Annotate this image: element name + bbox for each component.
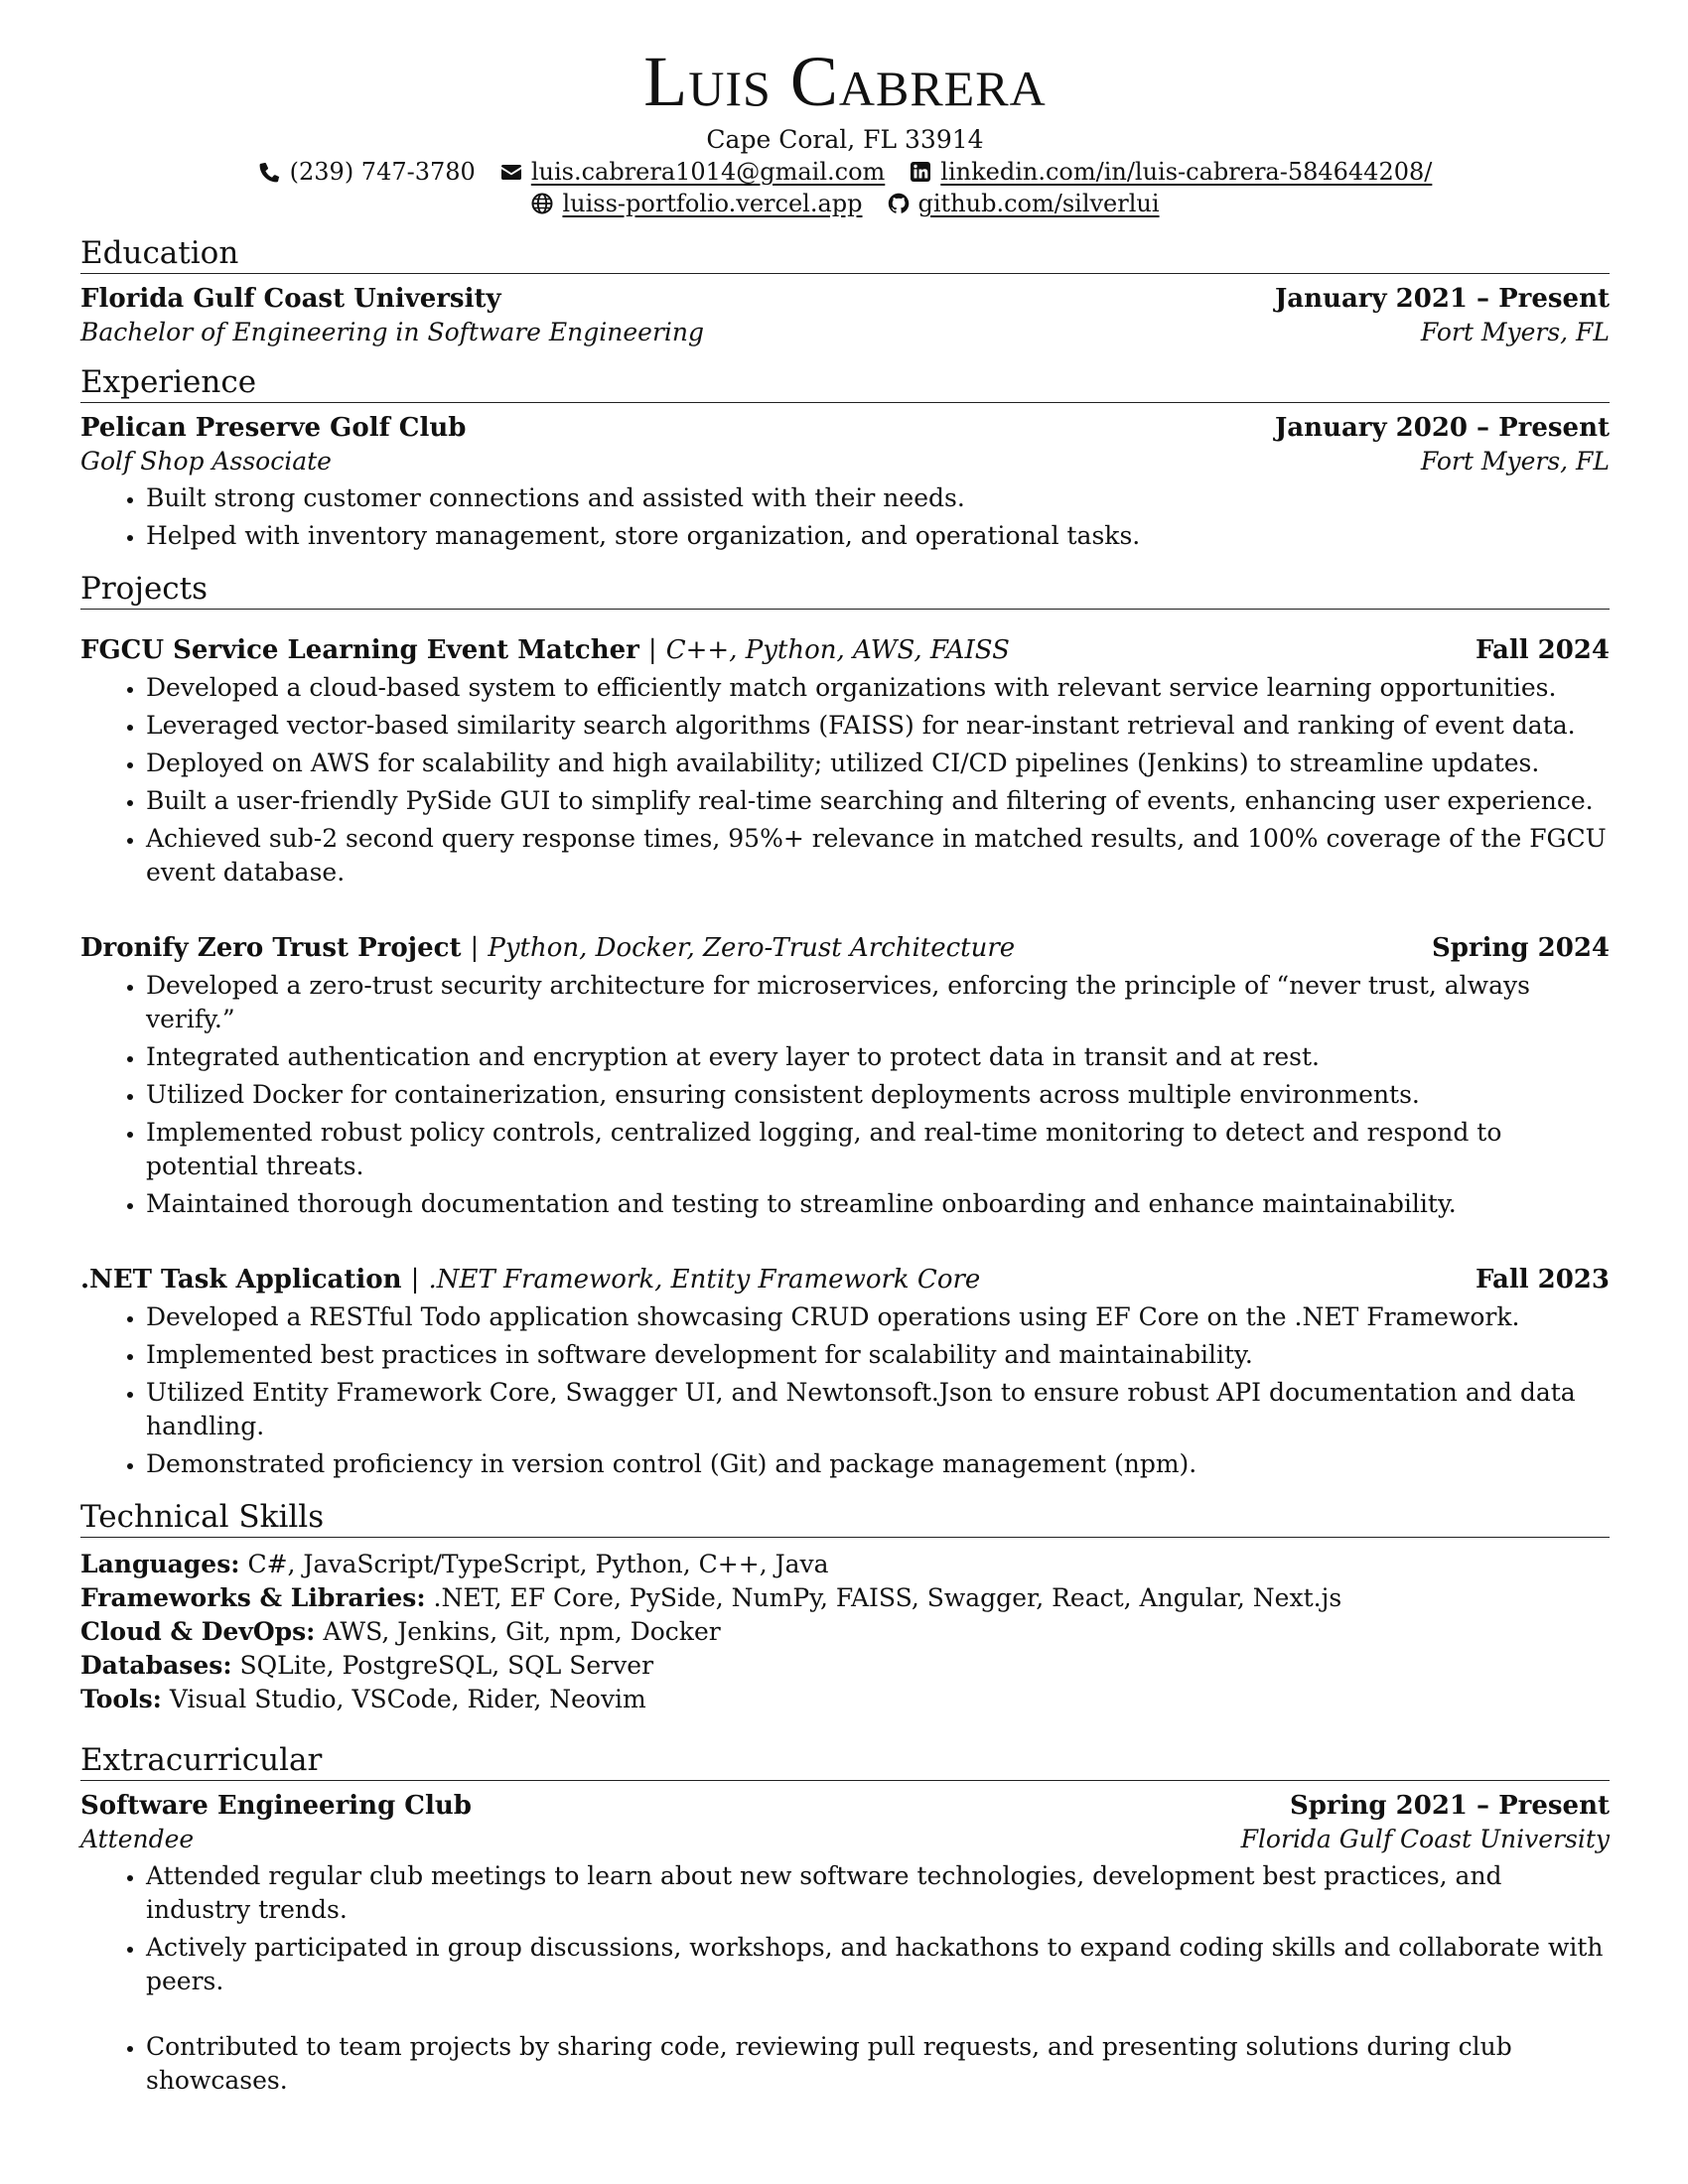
- separator: |: [647, 635, 657, 665]
- linkedin-link[interactable]: [909, 158, 1432, 186]
- email-link[interactable]: [499, 158, 885, 186]
- phone-number: (239) 747-3780: [289, 158, 476, 186]
- skill-value: .NET, EF Core, PySide, NumPy, FAISS, Swagger, React, Angular, Next.js: [433, 1583, 1342, 1612]
- bullet-item: • Implemented robust policy controls, centralized logging, and real-time monitoring to detect and respond to potential threats.: [146, 1116, 1610, 1183]
- education-dates: January 2021 – Present: [1274, 284, 1610, 314]
- skill-value: SQLite, PostgreSQL, SQL Server: [239, 1651, 654, 1680]
- skill-line: [80, 1581, 1610, 1615]
- email-address: luis.cabrera1014@gmail.com: [530, 158, 886, 186]
- extracurricular-section: [80, 1742, 1610, 2098]
- education-entry-header: [80, 284, 1610, 314]
- projects-section: [80, 571, 1610, 1481]
- project-bullets: [80, 1300, 1610, 1481]
- github-url: github.com/silverlui: [917, 190, 1160, 217]
- project-header: [80, 933, 1610, 963]
- projects-heading: Projects: [80, 571, 1610, 610]
- skill-line: [80, 1649, 1610, 1683]
- bullet-item: • Maintained thorough documentation and testing to streamline onboarding and enhance maintainability.: [146, 1187, 1610, 1221]
- skill-line: [80, 1683, 1610, 1716]
- skill-value: C#, JavaScript/TypeScript, Python, C++, Java: [247, 1550, 829, 1578]
- bullet-item: • Contributed to team projects by sharing code, reviewing pull requests, and presenting solutions during club showcases.: [146, 2030, 1610, 2098]
- education-heading: Education: [80, 235, 1610, 274]
- bullet-item: • Utilized Entity Framework Core, Swagger UI, and Newtonsoft.Json to ensure robust API documentation and data handling.: [146, 1376, 1610, 1443]
- project-bullets: [80, 671, 1610, 889]
- experience-location: Fort Myers, FL: [1420, 447, 1610, 476]
- project-name: .NET Task Application: [80, 1265, 402, 1295]
- project-name: Dronify Zero Trust Project: [80, 933, 462, 963]
- project-entry: [80, 933, 1610, 1221]
- employer-name: Pelican Preserve Golf Club: [80, 413, 467, 443]
- experience-heading: Experience: [80, 364, 1610, 403]
- skills-list: [80, 1548, 1610, 1716]
- envelope-icon: [499, 160, 523, 184]
- extracurricular-entry-subheader: [80, 1825, 1610, 1853]
- website-url: luiss-portfolio.vercel.app: [562, 190, 863, 217]
- bullet-item: • Deployed on AWS for scalability and high availability; utilized CI/CD pipelines (Jenkins) to streamline updates.: [146, 747, 1610, 780]
- skill-label: Tools:: [80, 1685, 162, 1713]
- club-location: Florida Gulf Coast University: [1240, 1825, 1610, 1853]
- resume-page: [80, 0, 1610, 2102]
- extracurricular-entry-header: [80, 1791, 1610, 1821]
- phone-icon: [258, 160, 282, 184]
- skill-label: Frameworks & Libraries:: [80, 1583, 426, 1612]
- education-location: Fort Myers, FL: [1420, 318, 1610, 346]
- bullet-item: • Leveraged vector-based similarity search algorithms (FAISS) for near-instant retrieval and ranking of event data.: [146, 709, 1610, 743]
- extracurricular-heading: Extracurricular: [80, 1742, 1610, 1781]
- skill-line: [80, 1548, 1610, 1581]
- extracurricular-bullets: [80, 1859, 1610, 2098]
- linkedin-icon: [909, 160, 932, 184]
- separator: |: [410, 1265, 420, 1295]
- bullet-item: • Built strong customer connections and assisted with their needs.: [146, 481, 1610, 515]
- project-date: Spring 2024: [1431, 933, 1610, 963]
- project-tech: .NET Framework, Entity Framework Core: [428, 1265, 981, 1295]
- project-entry: [80, 635, 1610, 889]
- experience-bullets: [80, 481, 1610, 553]
- experience-section: [80, 364, 1610, 553]
- experience-entry-header: [80, 413, 1610, 443]
- project-entry: [80, 1265, 1610, 1481]
- separator: |: [470, 933, 480, 963]
- experience-dates: January 2020 – Present: [1274, 413, 1610, 443]
- degree: Bachelor of Engineering in Software Engineering: [80, 318, 705, 346]
- linkedin-url: linkedin.com/in/luis-cabrera-584644208/: [940, 158, 1433, 186]
- skill-label: Databases:: [80, 1651, 232, 1680]
- project-name: FGCU Service Learning Event Matcher: [80, 635, 639, 665]
- globe-icon: [530, 192, 554, 215]
- school-name: Florida Gulf Coast University: [80, 284, 501, 314]
- bullet-item: • Demonstrated proficiency in version control (Git) and package management (npm).: [146, 1447, 1610, 1481]
- education-section: [80, 235, 1610, 346]
- bullet-item: • Achieved sub-2 second query response times, 95%+ relevance in matched results, and 100% coverage of the FGCU event database.: [146, 822, 1610, 889]
- address: Cape Coral, FL 33914: [706, 125, 984, 154]
- skill-value: Visual Studio, VSCode, Rider, Neovim: [169, 1685, 646, 1713]
- skill-value: AWS, Jenkins, Git, npm, Docker: [323, 1617, 721, 1646]
- club-name: Software Engineering Club: [80, 1791, 472, 1821]
- phone-contact[interactable]: [258, 158, 476, 186]
- bullet-item: • Helped with inventory management, store organization, and operational tasks.: [146, 519, 1610, 553]
- club-role: Attendee: [80, 1825, 195, 1853]
- project-tech: C++, Python, AWS, FAISS: [665, 635, 1010, 665]
- project-bullets: [80, 969, 1610, 1221]
- experience-entry-subheader: [80, 447, 1610, 476]
- project-header: [80, 1265, 1610, 1295]
- project-header: [80, 635, 1610, 665]
- skills-heading: Technical Skills: [80, 1499, 1610, 1538]
- bullet-item: • Implemented best practices in software development for scalability and maintainability.: [146, 1338, 1610, 1372]
- github-icon: [887, 192, 911, 215]
- skill-label: Languages:: [80, 1550, 240, 1578]
- bullet-item: • Built a user-friendly PySide GUI to simplify real-time searching and filtering of events, enhancing user experience.: [146, 784, 1610, 818]
- bullet-item: • Actively participated in group discussions, workshops, and hackathons to expand coding skills and collaborate with peers.: [146, 1931, 1610, 1998]
- bullet-item: • Developed a RESTful Todo application showcasing CRUD operations using EF Core on the .NET Framework.: [146, 1300, 1610, 1334]
- github-link[interactable]: [887, 190, 1160, 217]
- bullet-item: • Developed a cloud-based system to efficiently match organizations with relevant service learning opportunities.: [146, 671, 1610, 705]
- bullet-item: • Developed a zero-trust security architecture for microservices, enforcing the principle of “never trust, always verify.”: [146, 969, 1610, 1036]
- website-link[interactable]: [530, 190, 862, 217]
- bullet-item: • Integrated authentication and encryption at every layer to protect data in transit and at rest.: [146, 1040, 1610, 1074]
- education-entry-subheader: [80, 318, 1610, 346]
- bullet-item: • Attended regular club meetings to learn about new software technologies, development best practices, and industry trends.: [146, 1859, 1610, 1927]
- project-tech: Python, Docker, Zero-Trust Architecture: [488, 933, 1016, 963]
- club-dates: Spring 2021 – Present: [1289, 1791, 1610, 1821]
- skill-label: Cloud & DevOps:: [80, 1617, 316, 1646]
- contact-bar: [80, 158, 1610, 217]
- project-date: Fall 2023: [1475, 1265, 1610, 1295]
- job-title: Golf Shop Associate: [80, 447, 332, 476]
- candidate-name: Luis Cabrera: [643, 42, 1047, 121]
- project-date: Fall 2024: [1475, 635, 1610, 665]
- skill-line: [80, 1615, 1610, 1649]
- skills-section: [80, 1499, 1610, 1716]
- bullet-item: • Utilized Docker for containerization, ensuring consistent deployments across multiple environments.: [146, 1078, 1610, 1112]
